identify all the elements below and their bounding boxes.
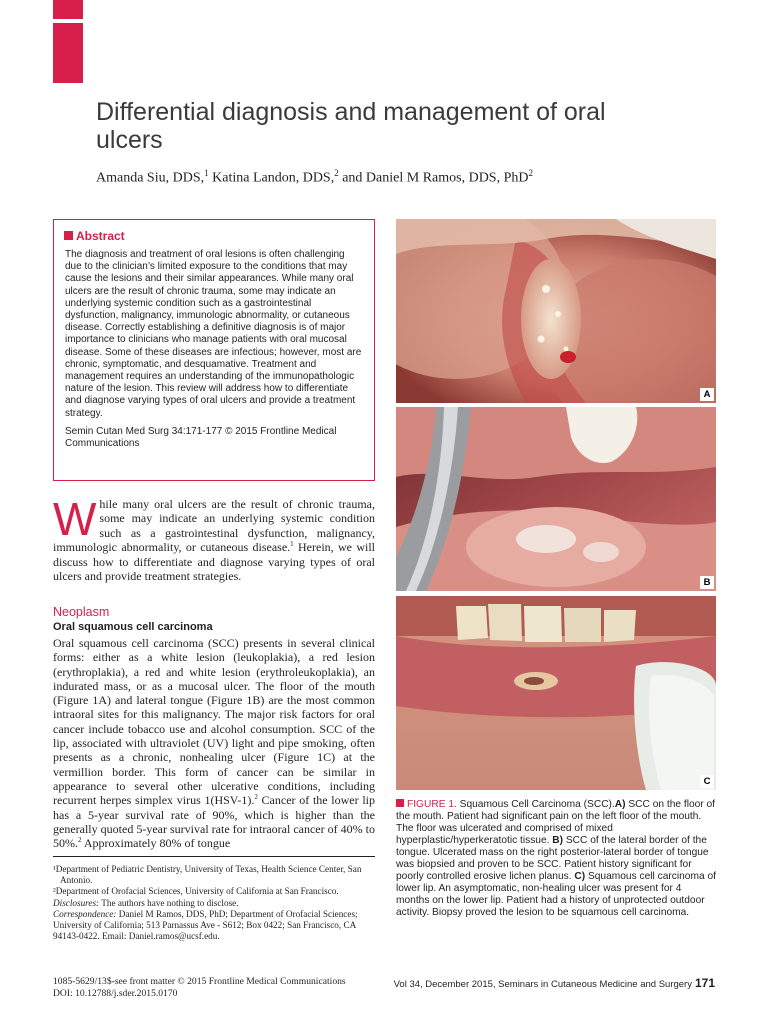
reference-marker: 2 bbox=[254, 793, 258, 802]
footnote-disclosures bbox=[53, 898, 375, 909]
caption-panel-label: C) bbox=[574, 871, 586, 882]
abstract-heading bbox=[64, 229, 364, 243]
figure-photo-c bbox=[396, 596, 716, 790]
footer-journal bbox=[394, 976, 715, 990]
footnote-correspondence bbox=[53, 909, 375, 943]
header-accent-tab bbox=[53, 0, 83, 19]
affiliation-marker: 2 bbox=[528, 168, 533, 178]
header-accent-tab bbox=[53, 23, 83, 83]
reference-marker: 1 bbox=[290, 540, 294, 549]
square-bullet-icon bbox=[396, 799, 404, 807]
author-name: Amanda Siu, DDS, bbox=[96, 170, 205, 186]
figure-panel-label: A bbox=[700, 388, 714, 401]
footnote-text: Daniel M Ramos, DDS, PhD; Department of Orofacial Sciences; University of California; 513 Parnassus Ave - S612; Box 0422; San Francisco, CA 94143-0422. Email: Daniel.ramos@ucsf.edu. bbox=[53, 908, 358, 942]
affiliation-marker: 1 bbox=[204, 168, 209, 178]
page-number: 171 bbox=[694, 976, 715, 990]
body-paragraph bbox=[53, 636, 375, 850]
caption-text: Squamous cell carcinoma of lower lip. An asymptomatic, non-healing ulcer was present for 4 months on the lower lip. Patient had a history of unprotected outdoor activity. Biopsy proved the lesion to be squamous cell carcinoma. bbox=[396, 871, 716, 918]
subsection-heading: Oral squamous cell carcinoma bbox=[53, 621, 213, 633]
figure-photo-b bbox=[396, 407, 716, 591]
author-name: Katina Landon, DDS, bbox=[208, 170, 335, 186]
caption-text: Squamous Cell Carcinoma (SCC). bbox=[456, 799, 615, 810]
caption-label: FIGURE 1. bbox=[407, 799, 457, 810]
intro-text: hile many oral ulcers are the result of chronic trauma, some may indicate an underlying systemic condition such as a gastrointestinal dysfunction, malignancy, immunologic abnormality, or cutaneous disease. bbox=[53, 497, 375, 555]
footer-issn bbox=[53, 976, 346, 999]
intro-paragraph bbox=[53, 493, 375, 584]
figure-panel-label: C bbox=[700, 775, 714, 788]
body-text: Oral squamous cell carcinoma (SCC) presents in several clinical forms: either as a white lesion (leukoplakia), a red lesion (erythroplakia), a red and white lesion (erythroleukoplakia), an indurated mass, or as a mucosal ulcer. The floor of the mouth (Figure 1A) and lateral tongue (Figure 1B) are the most common intraoral sites for this malignancy. The major risk factors for oral cancer include tobacco use and alcohol consumption. SCC of the lip, associated with ultraviolet (UV) light and pipe smoking, often presents as a chronic, nonhealing ulcer (Figure 1C) at the vermillion border. This form of cancer can be similar in appearance to several other ulcerative conditions, including recurrent herpes simplex virus 1(HSV-1). bbox=[53, 636, 375, 808]
square-bullet-icon bbox=[64, 231, 73, 240]
footnote-divider bbox=[53, 856, 375, 857]
figure-panel-label: B bbox=[700, 576, 714, 589]
intro-text: Herein, we will discuss how to differentiate and diagnose varying types of oral ulcers and provide treatment strategies. bbox=[53, 540, 375, 584]
caption-panel-label: A) bbox=[614, 799, 626, 810]
footnote-label: Disclosures: bbox=[53, 897, 100, 908]
author-name: and Daniel M Ramos, DDS, PhD bbox=[338, 170, 529, 186]
caption-text: SCC on the floor of the mouth. Patient had significant pain on the left floor of the mouth. The floor was ulcerated and comprised of mixed hyperplastic/hyperkeratotic tissue. bbox=[396, 799, 716, 846]
figure-photo-a bbox=[396, 219, 716, 403]
footnote-affiliation: ¹Department of Pediatric Dentistry, University of Texas, Health Science Center, San Antonio. bbox=[53, 864, 362, 886]
drop-cap: W bbox=[53, 493, 97, 545]
author-list bbox=[96, 168, 533, 187]
footnotes bbox=[53, 864, 375, 942]
section-heading: Neoplasm bbox=[53, 605, 110, 619]
abstract-citation: Semin Cutan Med Surg 34:171-177 © 2015 Frontline Medical Communications bbox=[65, 425, 337, 450]
abstract-box bbox=[53, 219, 375, 481]
footnote-text: The authors have nothing to disclose. bbox=[99, 897, 239, 908]
article-title: Differential diagnosis and management of oral ulcers bbox=[96, 98, 606, 154]
footer-issn-text: 1085-5629/13$-see front matter © 2015 Frontline Medical Communications bbox=[53, 976, 346, 987]
figure-caption bbox=[396, 799, 716, 919]
footnote-affiliation: ²Department of Orofacial Sciences, University of California at San Francisco. bbox=[53, 886, 339, 897]
reference-marker: 2 bbox=[78, 836, 82, 845]
footer-journal-text: Vol 34, December 2015, Seminars in Cutaneous Medicine and Surgery bbox=[393, 979, 692, 990]
footnote-label: Correspondence: bbox=[53, 908, 117, 919]
caption-panel-label: B) bbox=[552, 835, 564, 846]
abstract-heading-label: Abstract bbox=[76, 229, 125, 243]
body-text: Cancer of the lower lip has a 5-year survival rate of 90%, which is higher than the generally quoted 5-year survival rate for intraoral cancer of 40% to 50%. bbox=[53, 793, 376, 851]
caption-text: SCC of the lateral border of the tongue. Ulcerated mass on the right posterior-lateral border of tongue was biopsied and proven to be SCC. Patient history significant for poorly controlled erosive lichen planus. bbox=[396, 835, 709, 882]
footer-doi: DOI: 10.12788/j.sder.2015.0170 bbox=[53, 987, 178, 999]
body-text: Approximately 80% of tongue bbox=[81, 836, 231, 851]
abstract-text: The diagnosis and treatment of oral lesions is often challenging due to the clinician’s limited exposure to the conditions that may cause the lesions and their similar appearances. While many oral ulcers are the result of chronic trauma, some may indicate an underlying systemic condition such as a gastrointestinal dysfunction, malignancy, immunologic abnormality, or cutaneous disease. Correctly establishing a definitive diagnosis is of major importance to clinicians who manage patients with oral mucosal disease. Some of these diseases are infectious; however, most are chronic, symptomatic, and desquamative. Treatment and management requires an understanding of the immunopathologic nature of the lesion. This review will address how to differentiate and diagnose varying types of oral ulcers and provide a treatment strategy. bbox=[65, 249, 362, 419]
affiliation-marker: 2 bbox=[334, 168, 339, 178]
